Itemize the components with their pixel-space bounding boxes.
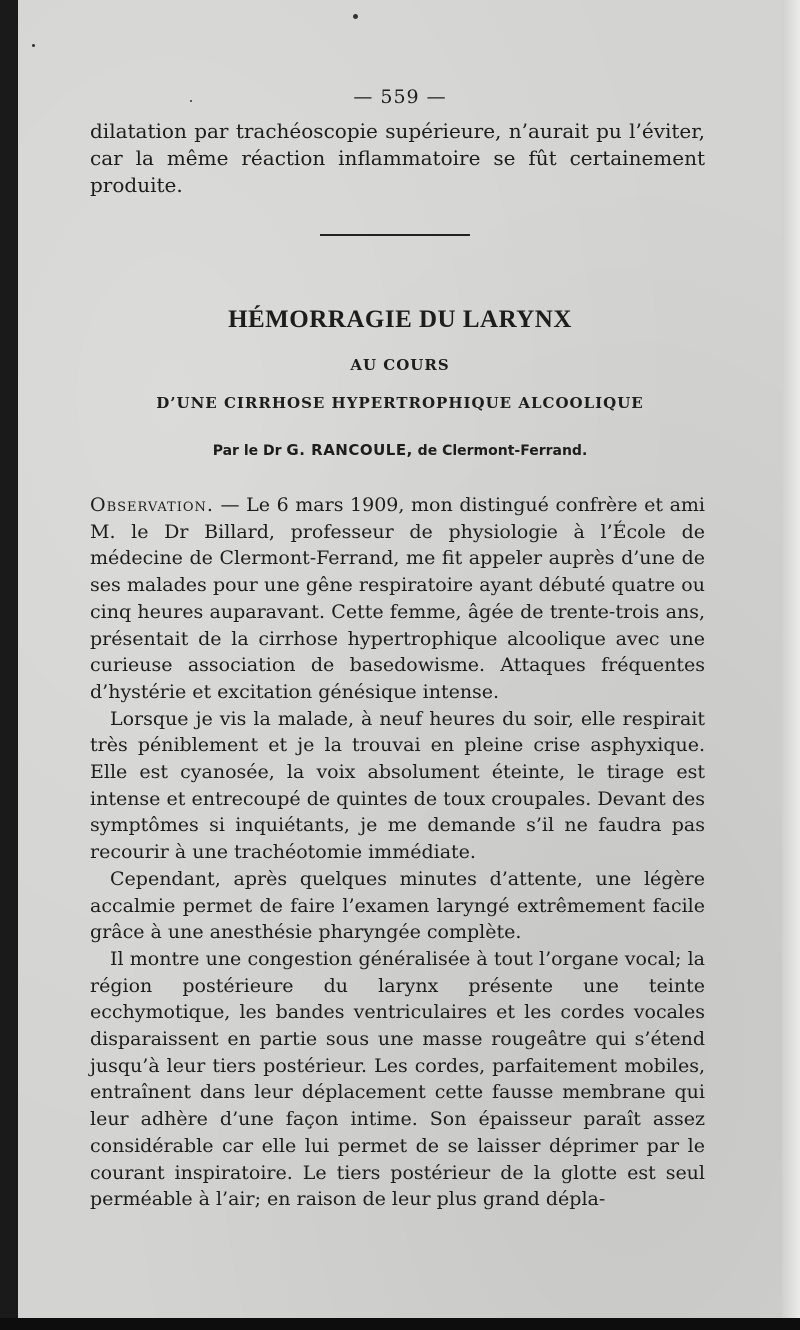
paragraph-3: Cependant, après quelques minutes d’attente, une légère accalmie permet de faire l’examen laryngé extrêmement facile grâce à une anesthésie pharyngée complète. (90, 867, 705, 944)
page-number: — 559 — (353, 86, 447, 108)
article-body (90, 492, 705, 1213)
page-edge (782, 0, 800, 1330)
byline (18, 441, 782, 459)
ink-speck (190, 100, 192, 102)
section-divider (320, 234, 470, 236)
paragraph-2: Lorsque je vis la malade, à neuf heures du soir, elle respirait très péniblement et je la trouvai en pleine crise asphyxique. Elle est cyanosée, la voix absolument éteinte, le tirage est intense et entrecoupé de quintes de toux croupales. Devant des symptômes si inquiétants, je me demande s’il ne faudra pas recourir à une trachéotomie immédiate. (90, 707, 705, 864)
paragraph-4: Il montre une congestion généralisée à tout l’organe vocal; la région postérieure du larynx présente une teinte ecchymotique, les bandes ventriculaires et les cordes vocales disparaissent en partie sous une masse rougeâtre qui s’étend jusqu’à leur tiers postérieur. Les cordes, parfaitement mobiles, entraînent dans leur déplacement cette fausse membrane qui leur adhère d’une façon intime. Son épaisseur paraît assez considérable car elle lui permet de se laisser déprimer par le courant inspiratoire. Le tiers postérieur de la glotte est seul perméable à l’air; en raison de leur plus grand dépla- (90, 947, 705, 1211)
ink-speck (353, 14, 358, 19)
paragraph-1-text: — Le 6 mars 1909, mon distingué confrère et ami M. le Dr Billard, professeur de physiologie à l’École de médecine de Clermont-Ferrand, me fit appeler auprès d’une de ses malades pour une gêne respiratoire ayant débuté quatre ou cinq heures auparavant. Cette femme, âgée de trente-trois ans, présentait de la cirrhose hypertrophique alcoolique avec une curieuse association de basedowisme. Attaques fréquentes d’hystérie et excitation génésique intense. (90, 494, 705, 703)
observation-label: Observation. (90, 494, 214, 516)
article-title: HÉMORRAGIE DU LARYNX (228, 306, 572, 333)
scan-border (0, 1318, 800, 1330)
paragraph-1 (90, 492, 705, 706)
byline-place: de Clermont-Ferrand. (417, 443, 588, 459)
byline-prefix: Par le Dr (212, 443, 282, 459)
article-subtitle-2: D’UNE CIRRHOSE HYPERTROPHIQUE ALCOOLIQUE (156, 394, 644, 412)
book-page (18, 0, 782, 1318)
continued-text: dilatation par trachéoscopie supérieure, n’aurait pu l’éviter, car la même réaction inflammatoire se fût certainement produite. (90, 119, 705, 197)
byline-author: G. RANCOULE, (286, 441, 413, 459)
article-subtitle-1: AU COURS (350, 356, 450, 374)
ink-speck (32, 44, 35, 47)
